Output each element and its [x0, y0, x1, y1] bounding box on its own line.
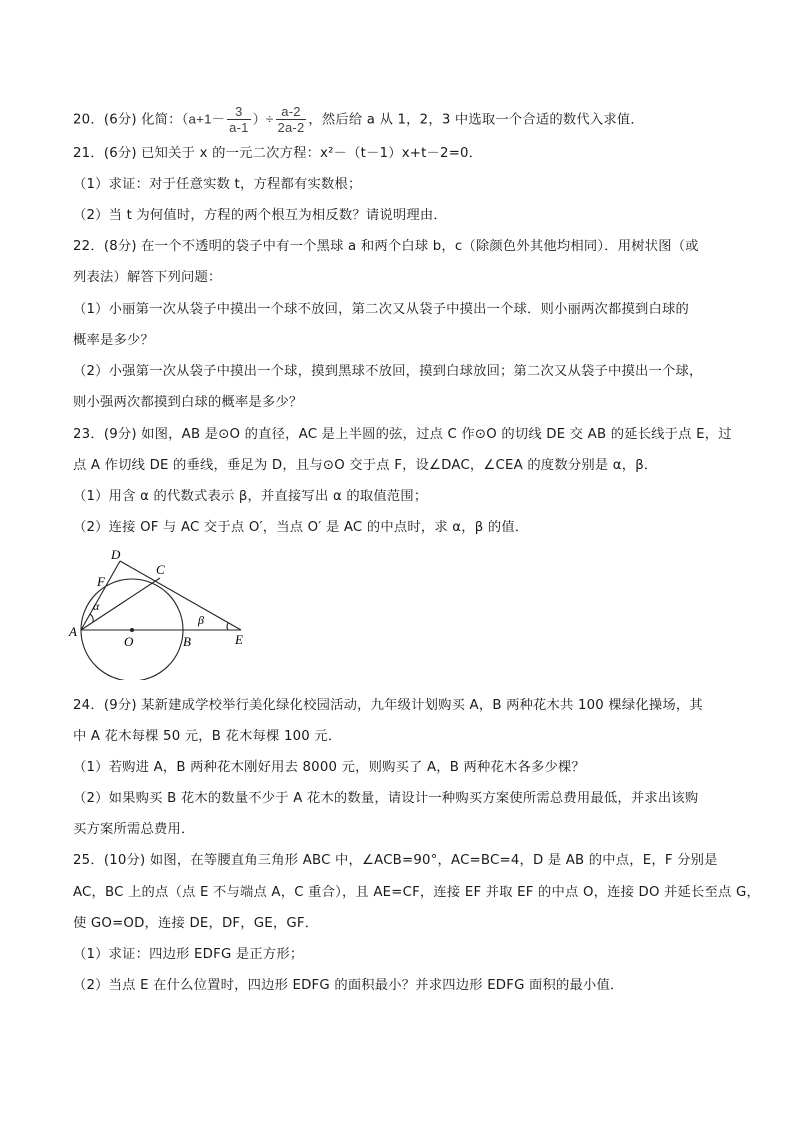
q20-expr-part1: a+1－: [188, 111, 226, 127]
q20-frac2-numerator: a-2: [276, 104, 307, 120]
q20-frac1-denominator: a-1: [229, 120, 249, 135]
q23-stem-line1: 23．(9分) 如图，AB 是⊙O 的直径，AC 是上半圆的弦，过点 C 作⊙O 的切线 DE 交 AB 的延长线于点 E，过: [73, 427, 732, 442]
q24-part-1: （1）若购进 A，B 两种花木刚好用去 8000 元，则购买了 A，B 两种花木各多少棵？: [73, 760, 586, 775]
q20-suffix: ，然后给 a 从 1，2，3 中选取一个合适的数代入求值．: [308, 112, 644, 128]
tangent-line-de: [120, 561, 241, 630]
label-alpha: α: [93, 599, 100, 613]
q20-expr-part2: ）÷: [252, 111, 274, 127]
label-o: O: [124, 634, 134, 649]
q23-geometry-figure: [68, 545, 258, 680]
q21-part-2: （2）当 t 为何值时，方程的两个根互为相反数？请说明理由．: [73, 208, 447, 223]
q22-stem-line2: 列表法）解答下列问题：: [73, 270, 222, 285]
q23-part-2: （2）连接 OF 与 AC 交于点 O′，当点 O′ 是 AC 的中点时，求 α，β 的值．: [73, 520, 529, 535]
q20-frac2-denominator: 2a-2: [277, 120, 305, 135]
angle-beta-arc: [227, 623, 228, 630]
q22-part-1-line1: （1）小丽第一次从袋子中摸出一个球不放回，第二次又从袋子中摸出一个球．则小丽两次都摸到白球的: [73, 302, 690, 317]
q24-part-2-line2: 买方案所需总费用．: [73, 822, 195, 837]
q20-fraction-1: [227, 104, 250, 135]
angle-alpha-arc: [90, 614, 93, 622]
q21-stem: 21．(6分) 已知关于 x 的一元二次方程：x²－（t－1）x+t－2=0．: [73, 146, 483, 161]
label-f: F: [97, 574, 105, 589]
q25-part-2: （2）当点 E 在什么位置时，四边形 EDFG 的面积最小？并求四边形 EDFG 面积的最小值．: [73, 978, 624, 993]
q22-part-2-line2: 则小强两次都摸到白球的概率是多少？: [73, 395, 303, 410]
label-a: A: [69, 624, 77, 639]
q20-fraction-2: [276, 104, 307, 135]
q25-stem-line3: 使 GO=OD，连接 DE，DF，GE，GF．: [73, 916, 319, 931]
q20-prefix: 20．(6分) 化简：（: [73, 112, 189, 128]
label-c: C: [156, 562, 165, 577]
label-beta: β: [198, 613, 204, 627]
q24-stem-line2: 中 A 花木每棵 50 元，B 花木每棵 100 元．: [73, 729, 342, 744]
q25-part-1: （1）求证：四边形 EDFG 是正方形；: [73, 947, 304, 962]
q23-stem-line2: 点 A 作切线 DE 的垂线，垂足为 D，且与⊙O 交于点 F，设∠DAC，∠CEA 的度数分别是 α，β．: [73, 458, 658, 473]
q24-stem-line1: 24．(9分) 某新建成学校举行美化绿化校园活动，九年级计划购买 A，B 两种花木共 100 棵绿化操场，其: [73, 698, 703, 713]
q24-part-2-line1: （2）如果购买 B 花木的数量不少于 A 花木的数量，请设计一种购买方案使所需总费用最低，并求出该购: [73, 791, 699, 806]
q23-part-1: （1）用含 α 的代数式表示 β，并直接写出 α 的取值范围；: [73, 489, 428, 504]
line-ad: [81, 561, 120, 630]
label-d: D: [111, 547, 121, 562]
q25-stem-line2: AC，BC 上的点（点 E 不与端点 A，C 重合），且 AE=CF，连接 EF 并取 EF 的中点 O，连接 DO 并延长至点 G，: [73, 885, 760, 900]
label-e: E: [235, 632, 243, 647]
question-20: [73, 104, 644, 135]
q22-part-2-line1: （2）小强第一次从袋子中摸出一个球，摸到黑球不放回，摸到白球放回；第二次又从袋子中摸出一个球，: [73, 364, 703, 379]
q21-part-1: （1）求证：对于任意实数 t，方程都有实数根；: [73, 177, 362, 192]
q22-part-1-line2: 概率是多少？: [73, 333, 154, 348]
label-b: B: [183, 634, 191, 649]
q25-stem-line1: 25．(10分) 如图，在等腰直角三角形 ABC 中，∠ACB=90°，AC=BC=4，D 是 AB 的中点，E，F 分别是: [73, 853, 718, 868]
center-point-o: [130, 628, 134, 632]
q22-stem-line1: 22．(8分) 在一个不透明的袋子中有一个黑球 a 和两个白球 b，c（除颜色外其他均相同）．用树状图（或: [73, 239, 699, 254]
q20-frac1-numerator: 3: [227, 104, 250, 120]
